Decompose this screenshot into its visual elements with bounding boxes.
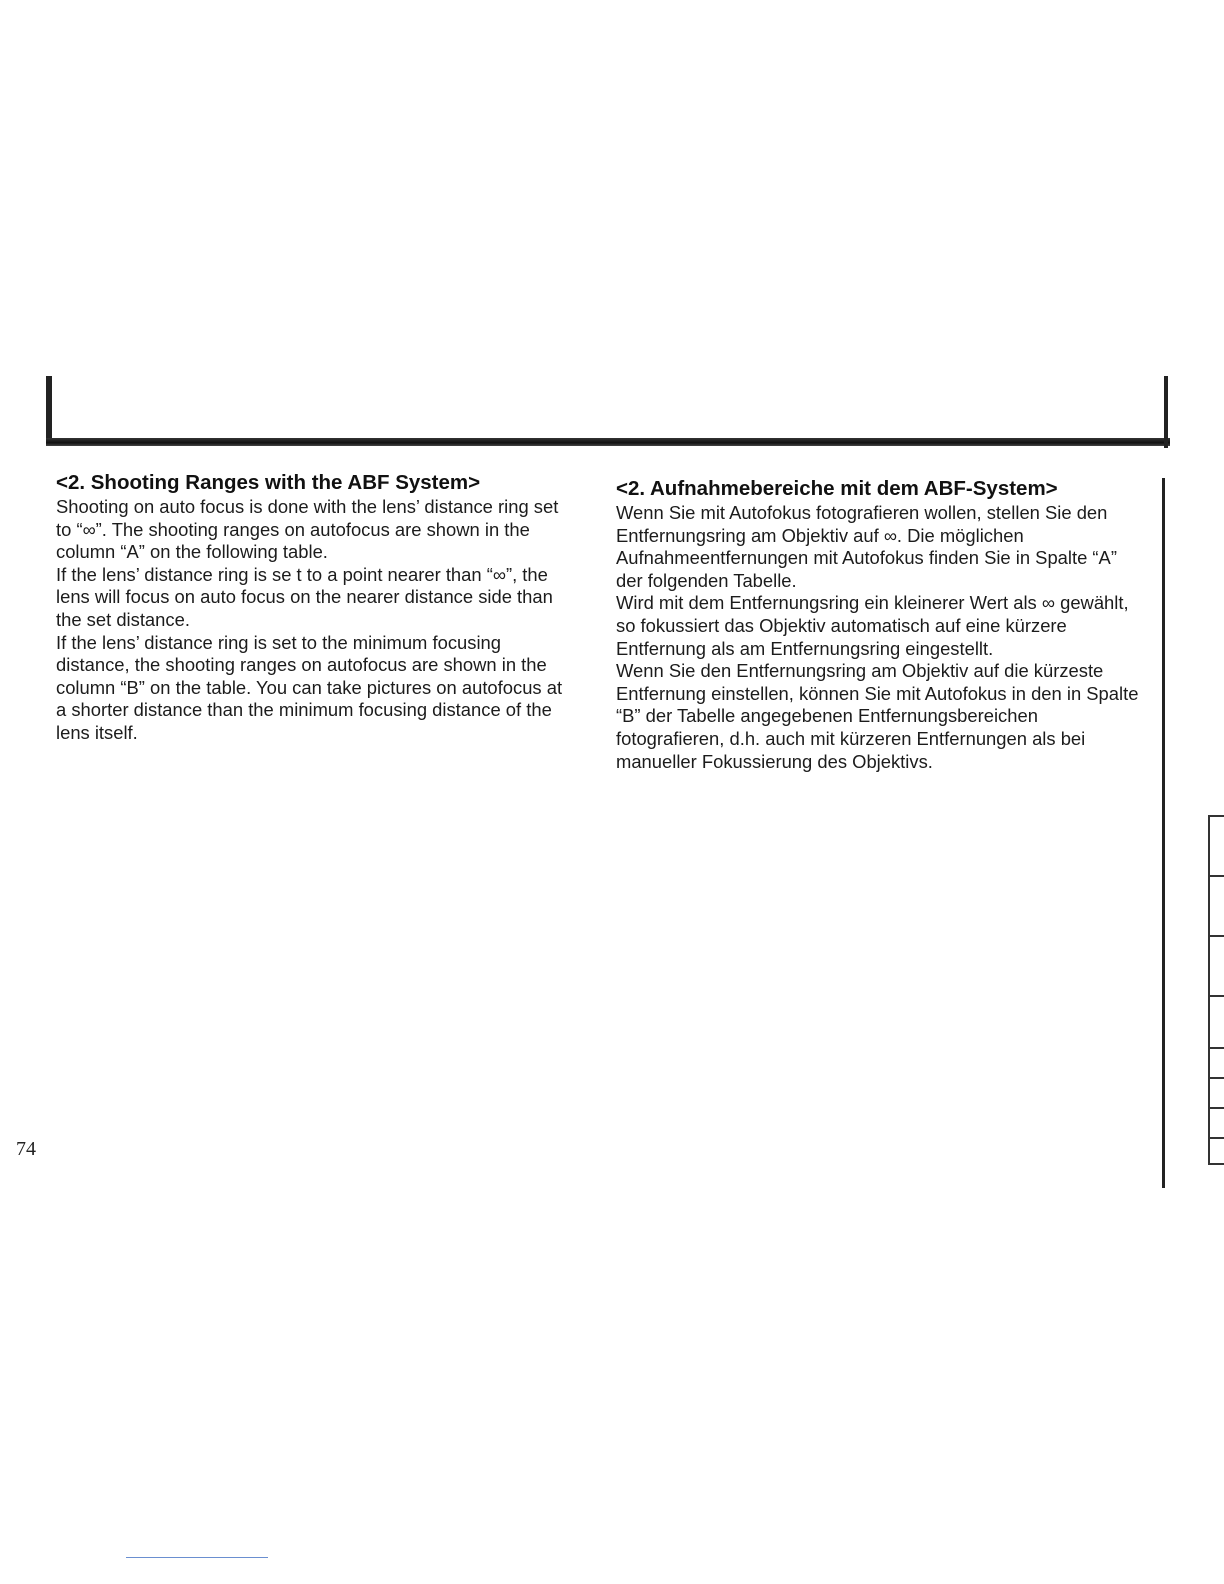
edge-tab-tick: [1208, 1137, 1224, 1139]
english-column: [56, 470, 576, 745]
english-paragraph: If the lens’ distance ring is se t to a point nearer than “∞”, the lens will focus on auto focus on the nearer distance side than the set distance.: [56, 563, 553, 630]
edge-tab-tick: [1208, 935, 1224, 937]
header-bracket-left: [46, 376, 52, 446]
edge-tab-marks: [1208, 815, 1224, 1165]
english-heading: <2. Shooting Ranges with the ABF System>: [56, 471, 481, 494]
english-paragraph: Shooting on auto focus is done with the lens’ distance ring set to “∞”. The shooting ranges on autofocus are shown in the column “A” on the following table.: [56, 496, 559, 563]
german-column: [616, 476, 1146, 773]
header-rule: [46, 438, 1170, 446]
footer-underline: [126, 1557, 268, 1558]
german-heading: <2. Aufnahmebereiche mit dem ABF-System>: [616, 477, 1058, 500]
edge-tab-tick: [1208, 1163, 1224, 1165]
edge-tab-tick: [1208, 875, 1224, 877]
edge-tab-tick: [1208, 1107, 1224, 1109]
german-paragraph: Wird mit dem Entfernungsring ein kleinerer Wert als ∞ gewählt, so fokussiert das Objektiv automatisch auf eine kürzere Entfernung als am Entfernungsring eingestellt.: [616, 592, 1129, 659]
page-number: 74: [16, 1138, 36, 1160]
english-paragraph: If the lens’ distance ring is set to the minimum focusing distance, the shooting ranges on autofocus are shown in the column “B” on the table. You can take pictures on autofocus at a shorter distance than the minimum focusing distance of the lens itself.: [56, 631, 563, 743]
header-bracket-right: [1164, 376, 1168, 448]
edge-tab-tick: [1208, 815, 1224, 817]
edge-tab-tick: [1208, 1047, 1224, 1049]
edge-tab-line: [1208, 815, 1210, 1165]
edge-tab-tick: [1208, 1077, 1224, 1079]
german-paragraph: Wenn Sie den Entfernungsring am Objektiv auf die kürzeste Entfernung einstellen, können Sie mit Autofokus in den in Spalte “B” der Tabelle angegebenen Entfernungsbereichen fotografieren, d.h. auch mit kürzeren Entfernungen als bei manueller Fokussierung des Objektivs.: [616, 660, 1139, 772]
german-paragraph: Wenn Sie mit Autofokus fotografieren wollen, stellen Sie den Entfernungsring am Objektiv auf ∞. Die möglichen Aufnahmeentfernungen mit Autofokus finden Sie in Spalte “A” der folgenden Tabelle.: [616, 502, 1117, 591]
right-margin-rule: [1162, 478, 1165, 1188]
edge-tab-tick: [1208, 995, 1224, 997]
